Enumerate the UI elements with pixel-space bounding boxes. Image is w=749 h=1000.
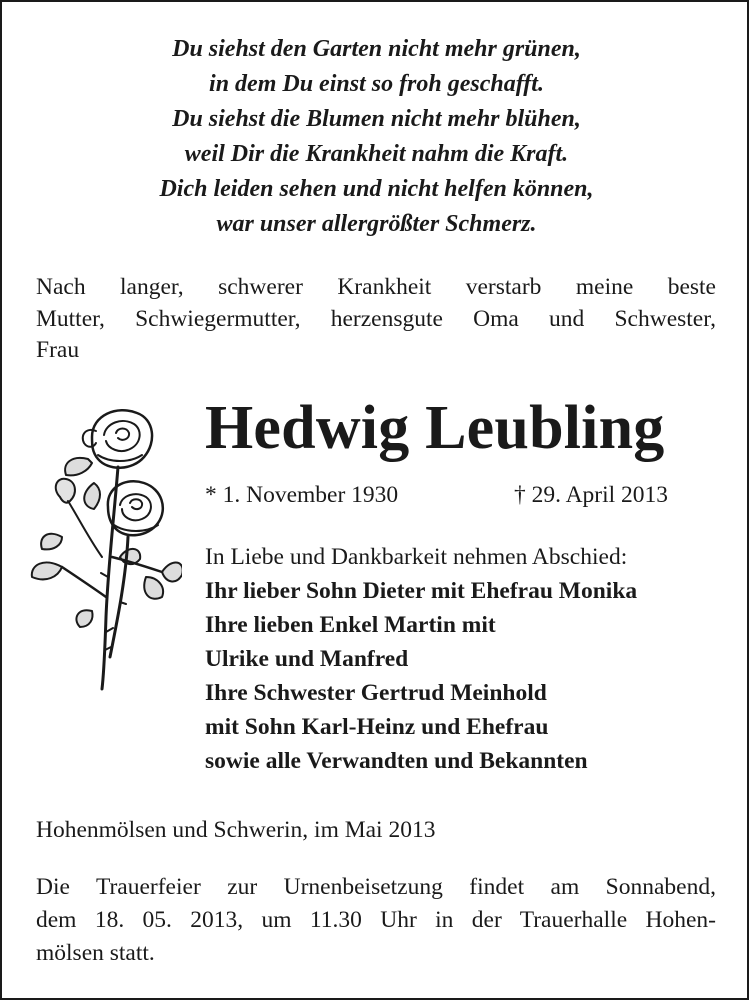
poem-line: weil Dir die Krankheit nahm die Kraft. bbox=[184, 141, 569, 167]
mourner-line: Ihre lieben Enkel Martin mit bbox=[205, 612, 496, 638]
rose-icon bbox=[22, 397, 182, 697]
birth-date: * 1. November 1930 bbox=[205, 482, 399, 508]
intro-text bbox=[36, 272, 716, 367]
mourner-line: sowie alle Verwandten und Bekannten bbox=[205, 748, 588, 774]
funeral-line: dem 18. 05. 2013, um 11.30 Uhr in der Trauerhalle Hohen- bbox=[36, 907, 716, 933]
mourner-line: Ulrike und Manfred bbox=[205, 646, 409, 672]
poem-line: Du siehst den Garten nicht mehr grünen, bbox=[172, 36, 581, 62]
place-date: Hohenmölsen und Schwerin, im Mai 2013 bbox=[36, 817, 436, 843]
intro-line: Nach langer, schwerer Krankheit verstarb meine beste bbox=[36, 274, 716, 300]
intro-line: Frau bbox=[36, 337, 80, 363]
funeral-line: mölsen statt. bbox=[36, 940, 155, 966]
poem-line: in dem Du einst so froh geschafft. bbox=[209, 71, 544, 97]
mourner-line: Ihr lieber Sohn Dieter mit Ehefrau Monika bbox=[205, 578, 638, 604]
funeral-line: Die Trauerfeier zur Urnenbeisetzung findet am Sonnabend, bbox=[36, 874, 716, 900]
mourners-list bbox=[205, 540, 735, 778]
poem-line: Dich leiden sehen und nicht helfen können, bbox=[159, 176, 594, 202]
mourner-line: mit Sohn Karl-Heinz und Ehefrau bbox=[205, 714, 549, 740]
mourner-line: Ihre Schwester Gertrud Meinhold bbox=[205, 680, 547, 706]
funeral-info bbox=[36, 871, 716, 970]
deceased-name: Hedwig Leubling bbox=[205, 394, 665, 462]
poem bbox=[2, 32, 749, 242]
poem-line: war unser allergrößter Schmerz. bbox=[216, 211, 537, 237]
mourners-intro: In Liebe und Dankbarkeit nehmen Abschied: bbox=[205, 544, 628, 570]
poem-line: Du siehst die Blumen nicht mehr blühen, bbox=[172, 106, 581, 132]
death-date: † 29. April 2013 bbox=[514, 482, 669, 508]
intro-line: Mutter, Schwiegermutter, herzensgute Oma und Schwester, bbox=[36, 305, 716, 332]
